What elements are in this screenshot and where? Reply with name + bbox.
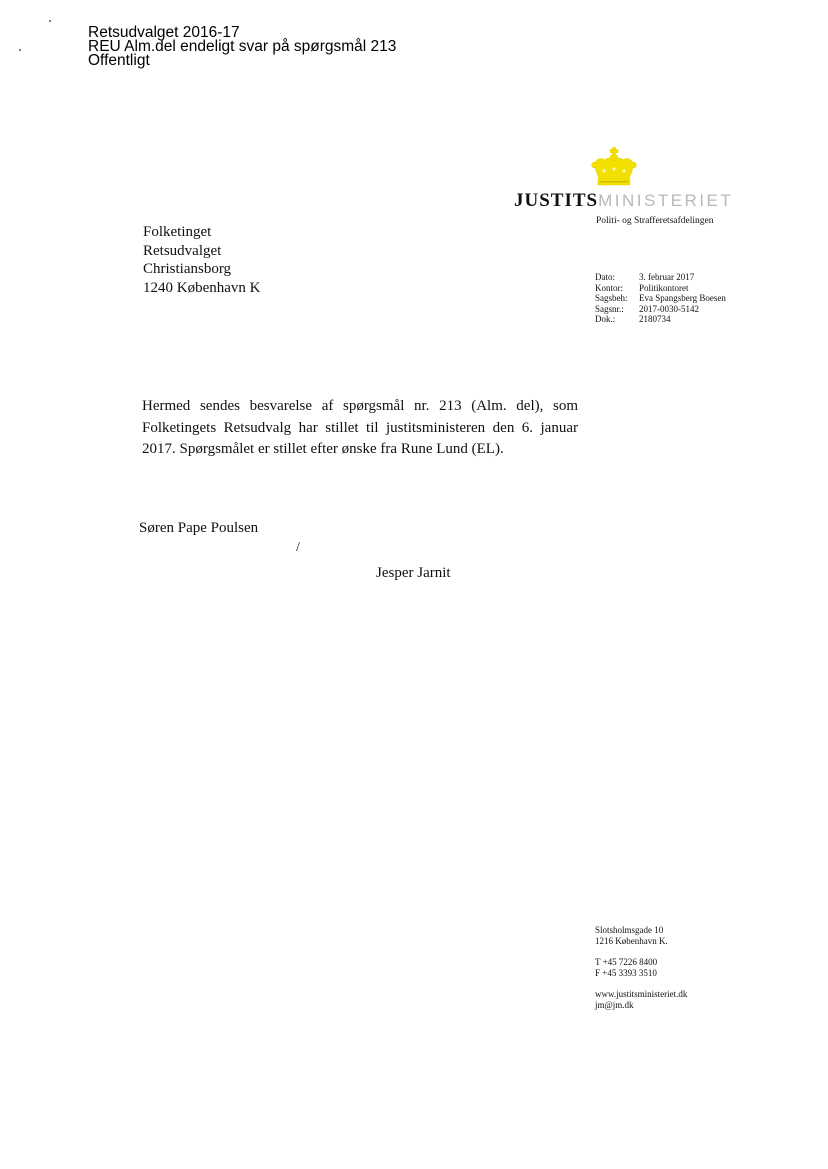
document-stamp [88, 26, 396, 68]
meta-row [595, 293, 726, 304]
recipient-address [143, 223, 260, 297]
meta-row [595, 304, 726, 315]
meta-value: 3. februar 2017 [639, 272, 695, 282]
recipient-line: Retsudvalget [143, 242, 222, 259]
letter-body: Hermed sendes besvarelse af spørgsmål nr. 213 (Alm. del), som Folketingets Retsudvalg har stillet til justitsministeren den 6. januar 2017. Spørgsmålet er stillet efter ønske fra Rune Lund (EL). [142, 398, 578, 457]
meta-value: Eva Spangsberg Boesen [639, 293, 726, 303]
case-metadata [595, 272, 726, 325]
logo-bold-text: JUSTITS [514, 190, 599, 211]
meta-value: 2180734 [639, 314, 671, 324]
stamp-reference: REU Alm.del endeligt svar på spørgsmål 213 [88, 38, 397, 55]
meta-label: Dok.: [595, 314, 616, 324]
scan-speck [49, 20, 51, 22]
meta-label: Sagsnr.: [595, 303, 624, 314]
stamp-committee: Retsudvalget 2016-17 [88, 24, 240, 41]
meta-row [595, 283, 726, 294]
meta-label: Kontor: [595, 282, 623, 293]
footer-fax: F +45 3393 3510 [595, 967, 657, 978]
ministry-contact [595, 925, 687, 1010]
recipient-line: 1240 København K [143, 279, 261, 296]
footer-street: Slotsholmsgade 10 [595, 925, 664, 935]
stamp-status: Offentligt [88, 52, 150, 69]
recipient-line: Christiansborg [143, 261, 232, 277]
scan-speck [19, 49, 21, 51]
footer-phone: T +45 7226 8400 [595, 957, 658, 967]
footer-city: 1216 København K. [595, 935, 668, 946]
meta-value: Politikontoret [639, 282, 689, 293]
department-name: Politi- og Strafferetsafdelingen [596, 216, 714, 226]
ministry-logo [514, 191, 733, 211]
footer-website: www.justitsministeriet.dk [595, 989, 688, 999]
crown-icon [591, 147, 637, 189]
meta-value: 2017-0030-5142 [639, 303, 699, 314]
meta-label: Sagsbeh: [595, 293, 628, 303]
meta-row [595, 314, 726, 325]
signature-separator: / [296, 540, 300, 555]
meta-row [595, 272, 726, 283]
footer-email: jm@jm.dk [595, 999, 634, 1010]
recipient-line: Folketinget [143, 224, 212, 240]
minister-signature: Søren Pape Poulsen [139, 520, 259, 536]
logo-light-text: MINISTERIET [598, 191, 734, 210]
official-signature: Jesper Jarnit [376, 565, 451, 581]
meta-label: Dato: [595, 272, 615, 282]
